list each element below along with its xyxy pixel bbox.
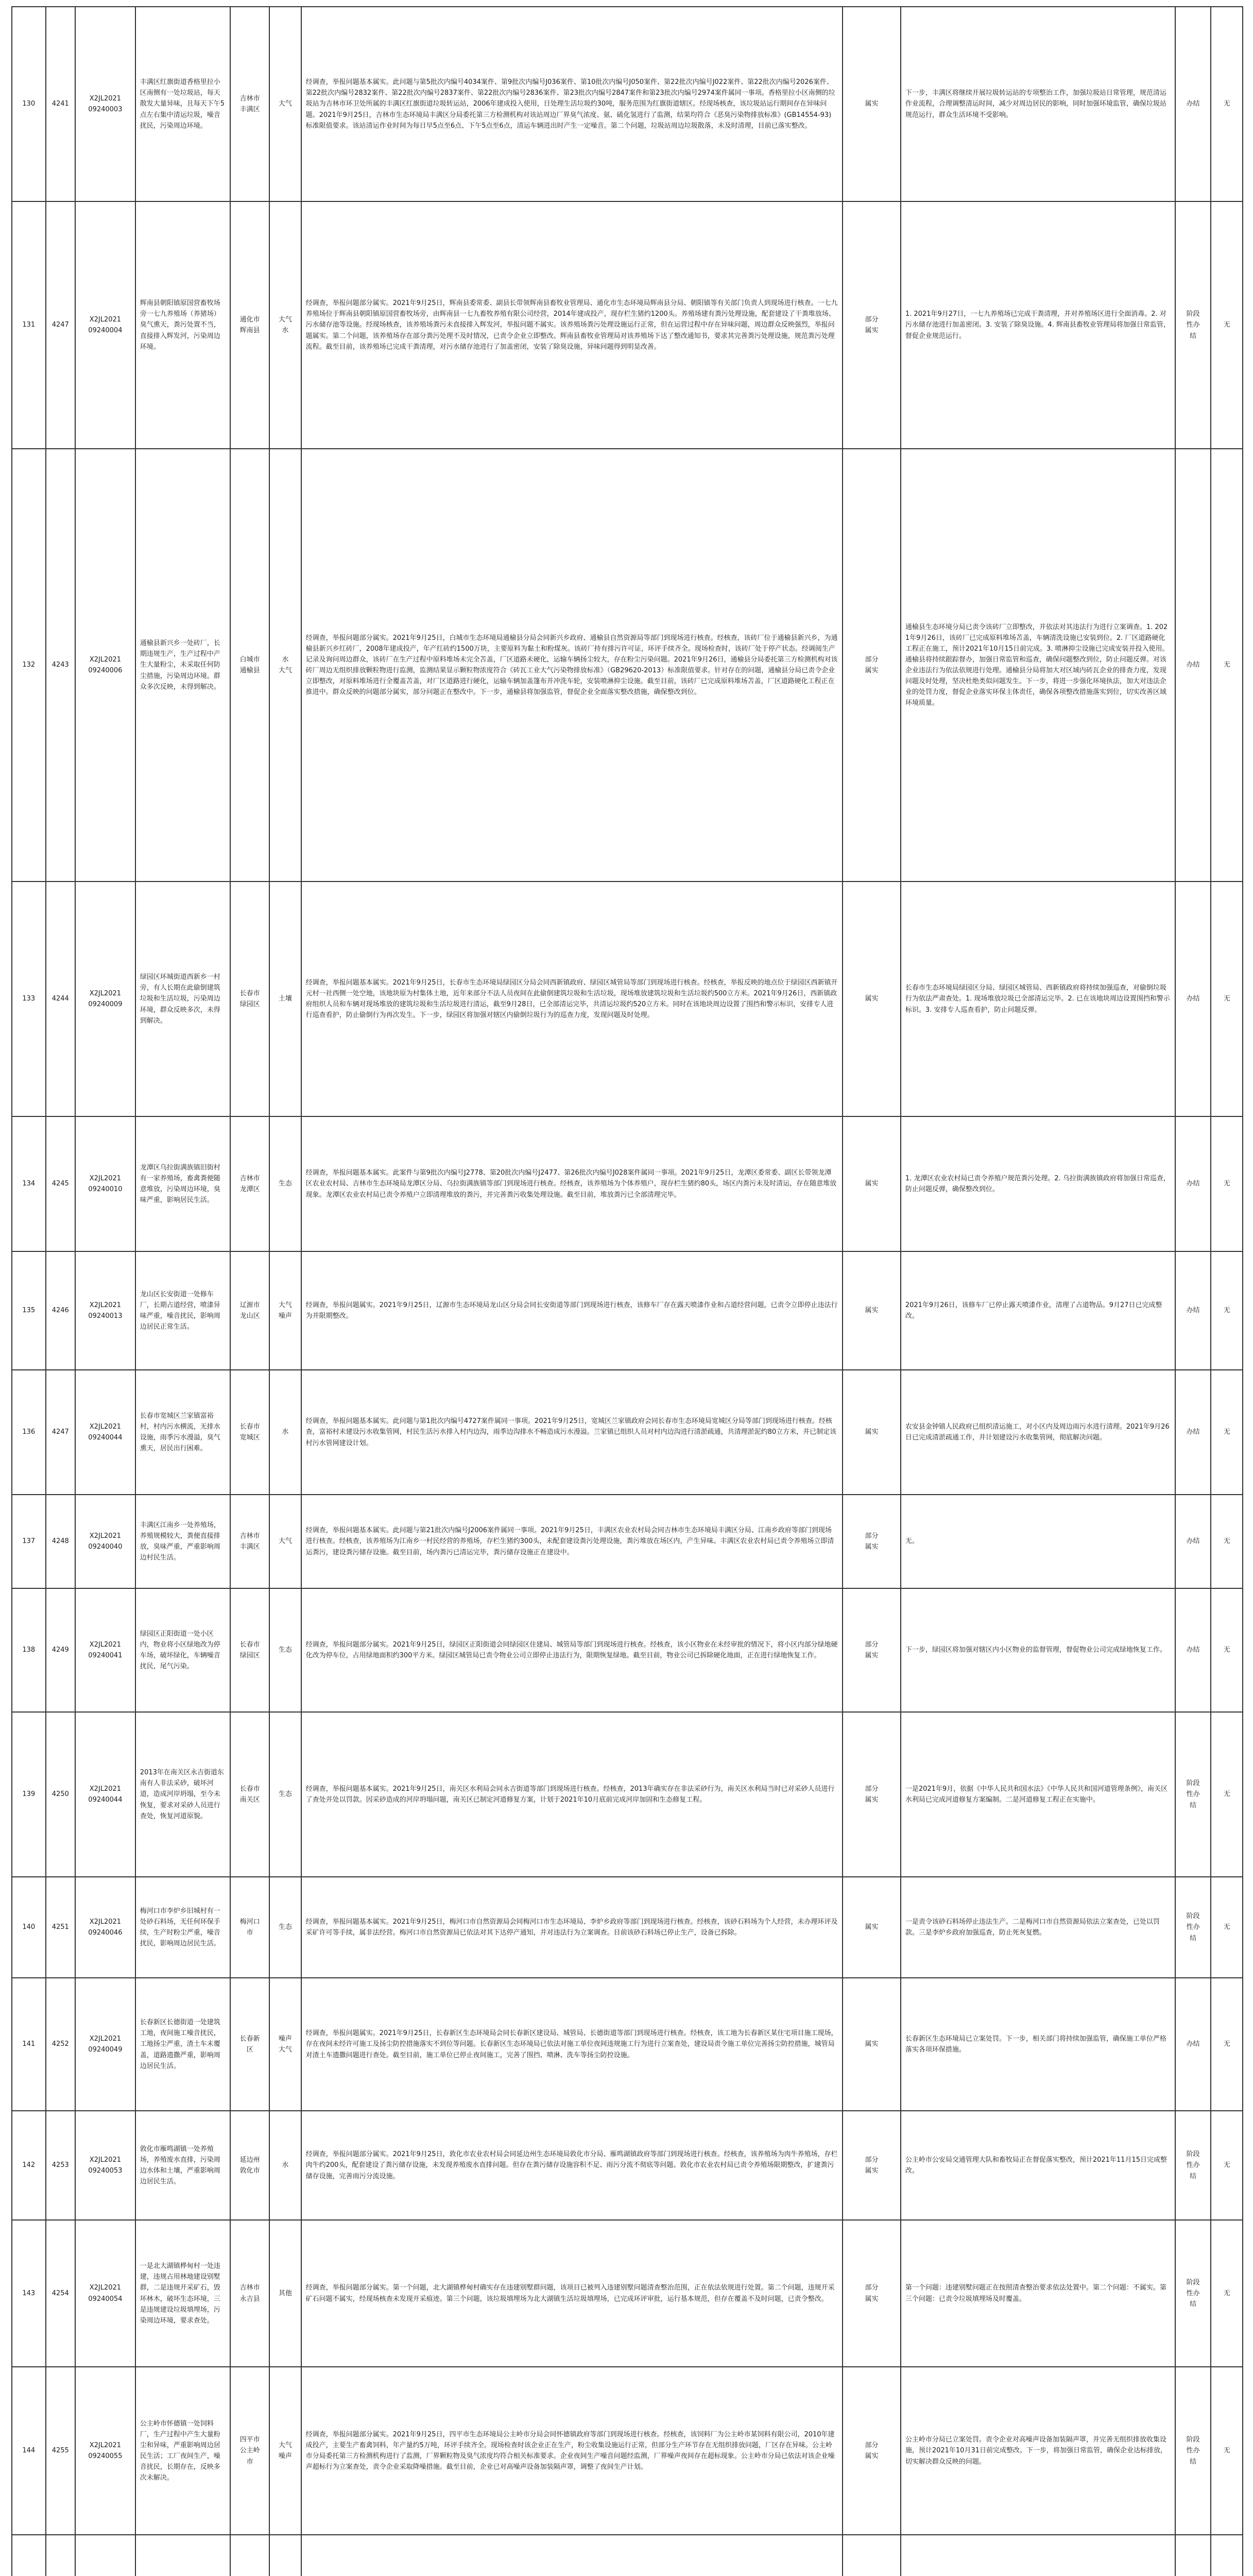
document-page bbox=[11, 6, 1243, 2576]
pollution-type: 水 bbox=[269, 1370, 301, 1495]
verification-result bbox=[843, 2535, 901, 2576]
verification-result: 部分 属实 bbox=[843, 2111, 901, 2220]
case-code: X2JL2021 09240041 bbox=[75, 1588, 135, 1712]
action-text: 农安县金钟镇人民政府已组织清运施工，对小区内及周边雨污水进行清理。2021年9月26日已完成清淤疏通工作，并计划建设污水收集管网，彻底解决问题。 bbox=[901, 1370, 1175, 1495]
verification-result: 部分 属实 bbox=[843, 1712, 901, 1877]
case-code: X2JL2021 09240053 bbox=[75, 2111, 135, 2220]
pollution-type: 水 大气 bbox=[269, 449, 301, 882]
action-text bbox=[901, 2535, 1175, 2576]
table-row bbox=[12, 2220, 1243, 2367]
district: 长春新 区 bbox=[230, 1978, 269, 2111]
action-text: 下一步，丰满区将继续开展垃圾转运站的专项整治工作，加强垃圾站日常管理，规范清运作业流程，合理调整清运时间，减少对周边居民的影响，同时加强环境监管，确保垃圾站规范运行，群众生活环境不受影响。 bbox=[901, 7, 1175, 201]
findings-text: 经调查，举报问题部分属实。2021年9月25日，白城市生态环境局通榆县分局会同新兴乡政府、通榆县自然资源局等部门到现场进行核查。经核查，该砖厂位于通榆县新兴乡，为通榆县新兴乡红砖厂，2008年建成投产，年产红砖约1500万块，主要原料为黏土和粉煤灰。该砖厂持有排污许可证，环评手续齐全。现场检查时，该砖厂处于停产状态。经调阅生产记录及询问周边群众，该砖厂在生产过程中原料堆场未完全苫盖，厂区道路未硬化，运输车辆扬尘较大，存在粉尘污染问题。2021年9月26日，通榆县分局委托第三方检测机构对该砖厂周边无组织排放颗粒物进行监测，监测结果显示颗粒物浓度符合《砖瓦工业大气污染物排放标准》（GB29620-2013）标准限值要求。针对存在的问题，通榆县分局已责令企业立即整改，对原料堆场进行全覆盖苫盖，对厂区道路进行硬化，运输车辆加盖篷布并冲洗车轮，安装喷淋抑尘设施。截至目前，该砖厂已完成原料堆场苫盖，厂区道路硬化工程正在推进中。群众反映的问题部分属实，部分问题正在整改中。下一步，通榆县将加强监管，督促企业全面落实整改措施，确保整改到位。 bbox=[301, 449, 843, 882]
district: 白城市 通榆县 bbox=[230, 449, 269, 882]
pollution-type: 大气 bbox=[269, 1495, 301, 1588]
row-index: 134 bbox=[12, 1116, 46, 1251]
verification-result: 部分 属实 bbox=[843, 1588, 901, 1712]
case-table bbox=[11, 6, 1243, 2576]
action-text: 无。 bbox=[901, 1495, 1175, 1588]
findings-text: 经调查，举报问题基本属实。此问题与第1批次内编号4727案件属同一事项。2021年9月25日，宽城区兰家镇政府会同长春市生态环境局宽城区分局等部门到现场进行核查。经核查，富裕村未建设污水收集管网，村民生活污水排入村内边沟，雨季边沟排水不畅造成污水漫溢。兰家镇已组织人员对村内边沟进行清淤疏通，共清理淤泥约80立方米，并已制定该村污水管网建设计划。 bbox=[301, 1370, 843, 1495]
complaint-text: 龙潭区乌拉街满族镇旧街村有一家养殖场，畜禽粪便随意堆放，污染周边环境，臭味严重，影响居民生活。 bbox=[135, 1116, 230, 1251]
district: 通化市 辉南县 bbox=[230, 201, 269, 449]
case-number: 4253 bbox=[46, 2111, 75, 2220]
pollution-type: 大气 水 bbox=[269, 201, 301, 449]
verification-result: 部分 属实 bbox=[843, 201, 901, 449]
case-number: 4244 bbox=[46, 882, 75, 1116]
pollution-type: 其他 bbox=[269, 2220, 301, 2367]
case-number: 4241 bbox=[46, 7, 75, 201]
verification-result: 属实 bbox=[843, 7, 901, 201]
table-row bbox=[12, 1588, 1243, 1712]
case-number: 4250 bbox=[46, 1712, 75, 1877]
complaint-text bbox=[135, 2535, 230, 2576]
case-status: 办结 bbox=[1175, 1978, 1211, 2111]
findings-text: 经调查，举报问题基本属实。此问题与第21批次内编号J2006案件属同一事项。2021年9月25日，丰满区农业农村局会同吉林市生态环境局丰满区分局、江南乡政府等部门到现场进行核查。经核查，该养殖场为江南乡一村民经营的养殖场，存栏生猪约300头，未配套建设粪污处理设施，粪污堆放在场区内，产生异味。丰满区农业农村局已责令养殖场立即清运粪污，建设粪污储存设施。截至目前，场内粪污已清运完毕，粪污储存设施正在建设中。 bbox=[301, 1495, 843, 1588]
action-text: 一是2021年9月，依据《中华人民共和国水法》《中华人民共和国河道管理条例》，南关区水利局已完成河道修复方案编制。二是河道修复工程正在实施中。 bbox=[901, 1712, 1175, 1877]
district: 吉林市 龙潭区 bbox=[230, 1116, 269, 1251]
district: 长春市 绿园区 bbox=[230, 882, 269, 1116]
findings-text: 经调查，举报问题基本属实。2021年9月25日，长春市生态环境局绿园区分局会同西新镇政府、绿园区城管局等部门到现场进行核查。经核查，举报反映的地点位于绿园区西新镇开元村一社西侧一处空地，该地块原为村集体土地，近年来部分不法人员夜间在此偷倒建筑垃圾和生活垃圾，现场堆放建筑垃圾和生活垃圾约500立方米。2021年9月26日，西新镇政府组织人员和车辆对现场堆放的建筑垃圾和生活垃圾进行清运，截至9月28日，已全部清运完毕，共清运垃圾约520立方米。同时在该地块周边设置了围挡和警示标识，安排专人进行巡查看护，防止偷倒行为再次发生。下一步，绿园区将加强对辖区内偷倒垃圾行为的巡查力度，发现问题及时处理。 bbox=[301, 882, 843, 1116]
row-index bbox=[12, 2535, 46, 2576]
pollution-type bbox=[269, 2535, 301, 2576]
district: 延边州 敦化市 bbox=[230, 2111, 269, 2220]
table-row bbox=[12, 882, 1243, 1116]
case-code: X2JL2021 09240004 bbox=[75, 201, 135, 449]
case-number: 4254 bbox=[46, 2220, 75, 2367]
complaint-text: 2013年在南关区永吉街道东南有人非法采砂，破坏河道，造成河岸坍塌，至今未恢复，要求对采砂人员进行查处，恢复河道原貌。 bbox=[135, 1712, 230, 1877]
findings-text: 经调查，举报问题部分属实。2021年9月25日，四平市生态环境局公主岭市分局会同怀德镇政府等部门到现场进行核查。经核查，该饲料厂为公主岭市某饲料有限公司，2010年建成投产，主要生产畜禽饲料，年产量约5万吨，环评手续齐全。现场检查时该企业正在生产，粉尘收集设施运行正常，但部分生产环节存在无组织排放问题，厂区存在异味。公主岭市分局委托第三方检测机构进行了监测，厂界颗粒物及臭气浓度均符合相关标准要求。企业夜间生产噪音问题经监测，厂界噪声夜间存在超标现象。公主岭市分局已依法对该企业噪声超标行为立案查处，责令企业采取降噪措施。截至目前，企业已对高噪声设备加装隔声罩，调整了夜间生产计划。 bbox=[301, 2367, 843, 2535]
verification-result: 部分 属实 bbox=[843, 2220, 901, 2367]
findings-text: 经调查，举报问题属实。2021年9月25日，长春新区生态环境局会同长春新区建设局、城管局、长德街道等部门到现场进行核查。经核查，该工地为长春新区某住宅项目施工现场，存在夜间未经许可施工及扬尘防控措施落实不到位等问题。长春新区生态环境局已依法对施工单位夜间违规施工行为进行立案查处，建设局责令施工单位完善扬尘防控措施，城管局对渣土车遗撒问题进行查处。截至目前，施工单位已停止夜间施工，完善了围挡、喷淋、洗车等扬尘防控设施。 bbox=[301, 1978, 843, 2111]
pollution-type: 生态 bbox=[269, 1712, 301, 1877]
case-code: X2JL2021 09240046 bbox=[75, 1877, 135, 1978]
findings-text bbox=[301, 2535, 843, 2576]
accountability: 无 bbox=[1211, 1251, 1243, 1370]
pollution-type: 噪声 大气 bbox=[269, 1978, 301, 2111]
case-number: 4247 bbox=[46, 201, 75, 449]
verification-result: 部分 属实 bbox=[843, 449, 901, 882]
pollution-type: 水 bbox=[269, 2111, 301, 2220]
complaint-text: 一是北大湖镇桦甸村一处违建，违规占用林地建设别墅群，二是违规开采矿石，毁坏林木，破坏生态环境，三是违规建设垃圾填埋场，污染周边环境，要求查处。 bbox=[135, 2220, 230, 2367]
pollution-type: 大气 噪声 bbox=[269, 1251, 301, 1370]
row-index: 139 bbox=[12, 1712, 46, 1877]
case-status: 办结 bbox=[1175, 1370, 1211, 1495]
case-status: 办结 bbox=[1175, 1251, 1211, 1370]
case-number: 4255 bbox=[46, 2367, 75, 2535]
district: 长春市 绿园区 bbox=[230, 1588, 269, 1712]
case-code: X2JL2021 09240013 bbox=[75, 1251, 135, 1370]
accountability: 无 bbox=[1211, 882, 1243, 1116]
case-status: 办结 bbox=[1175, 449, 1211, 882]
district: 吉林市 丰满区 bbox=[230, 1495, 269, 1588]
pollution-type: 大气 噪声 bbox=[269, 2367, 301, 2535]
table-row bbox=[12, 1712, 1243, 1877]
row-index: 141 bbox=[12, 1978, 46, 2111]
row-index: 143 bbox=[12, 2220, 46, 2367]
complaint-text: 梅河口市李炉乡旧城村有一处砂石料场，无任何环保手续，生产时粉尘严重，噪音扰民，影响周边居民生活。 bbox=[135, 1877, 230, 1978]
case-code: X2JL2021 09240055 bbox=[75, 2367, 135, 2535]
case-number: 4247 bbox=[46, 1370, 75, 1495]
table-row bbox=[12, 7, 1243, 201]
action-text: 一是责令该砂石料场停止违法生产。二是梅河口市自然资源局依法立案查处，已处以罚款。三是李炉乡政府加强巡查，防止死灰复燃。 bbox=[901, 1877, 1175, 1978]
row-index: 136 bbox=[12, 1370, 46, 1495]
findings-text: 经调查，举报问题部分属实。2021年9月25日，辉南县委常委、副县长带领辉南县畜牧业管理局、通化市生态环境局辉南县分局、朝阳镇等有关部门负责人到现场进行核查。一七九养殖场位于辉南县朝阳镇原国营畜牧场旁，由辉南县一七九畜牧养殖有限公司经营，2014年建成投产，现存栏生猪约1200头。养殖场建有粪污处理设施，配套建设了干粪堆放场、污水储存池等设施。经现场核查，该养殖场粪污未直接排入辉发河，举报问题不属实。该养殖场粪污处理设施运行正常，但在运营过程中存在异味问题，周边群众反映强烈，举报问题属实。第二个问题，该养殖场存在部分粪污处理不及时情况，已责令企业立即整改。辉南县畜牧业管理局对该养殖场下达了整改通知书，要求其完善粪污处理设施，规范粪污处理流程。截至目前，该养殖场已完成干粪清理，对污水储存池进行了加盖密闭，安装了除臭设施，异味问题得到明显改善。 bbox=[301, 201, 843, 449]
case-code: X2JL2021 09240040 bbox=[75, 1495, 135, 1588]
verification-result: 属实 bbox=[843, 1116, 901, 1251]
case-status: 阶段 性办 结 bbox=[1175, 2111, 1211, 2220]
findings-text: 经调查，举报问题基本属实。此问题与第5批次内编号4034案件、第9批次内编号J036案件、第10批次内编号J050案件、第22批次内编号J022案件、第22批次内编号2026案件、第22批次内编号2832案件、第22批次内编号2837案件、第22批次内编号2836案件、第23批次内编号2847案件和第23批次内编号2974案件属同一事项。香格里拉小区南侧的垃圾站为吉林市环卫处所属的丰满区红旗街道垃圾转运站，2006年建成投入使用，日处理生活垃圾约30吨，服务范围为红旗街道辖区。经现场核查，该垃圾站运行期间存在异味问题。2021年9月25日，吉林市生态环境局丰满区分局委托第三方检测机构对该站周边厂界臭气浓度、氨、硫化氢进行了监测，结果均符合《恶臭污染物排放标准》(GB14554-93)标准限值要求。该站清运作业时间为每日早5点至6点、下午5点至6点，清运车辆进出时产生一定噪音。第二个问题，垃圾站周边垃圾散落，未及时清理，目前已落实整改。 bbox=[301, 7, 843, 201]
case-number bbox=[46, 2535, 75, 2576]
verification-result: 部分 属实 bbox=[843, 1495, 901, 1588]
table-row bbox=[12, 1370, 1243, 1495]
pollution-type: 土壤 bbox=[269, 882, 301, 1116]
verification-result: 属实 bbox=[843, 1251, 901, 1370]
case-code bbox=[75, 2535, 135, 2576]
row-index: 142 bbox=[12, 2111, 46, 2220]
case-number: 4249 bbox=[46, 1588, 75, 1712]
complaint-text: 绿园区正阳街道一处小区内，物业将小区绿地改为停车场，破坏绿化，车辆噪音扰民，尾气污染。 bbox=[135, 1588, 230, 1712]
case-number: 4251 bbox=[46, 1877, 75, 1978]
action-text: 第一个问题：违建别墅问题正在按照清查整治要求依法处置中。第二个问题：不属实。第三个问题：已责令垃圾填埋场及时覆盖。 bbox=[901, 2220, 1175, 2367]
verification-result: 属实 bbox=[843, 1978, 901, 2111]
accountability: 无 bbox=[1211, 1495, 1243, 1588]
case-status: 阶段 性办 结 bbox=[1175, 2220, 1211, 2367]
case-code: X2JL2021 09240054 bbox=[75, 2220, 135, 2367]
complaint-text: 辉南县朝阳镇原国营畜牧场旁一七九养殖场（养猪场）臭气熏天，粪污处置不当，直接排入辉发河，污染周边环境。 bbox=[135, 201, 230, 449]
district: 长春市 宽城区 bbox=[230, 1370, 269, 1495]
case-code: X2JL2021 09240049 bbox=[75, 1978, 135, 2111]
case-number: 4246 bbox=[46, 1251, 75, 1370]
case-status: 办结 bbox=[1175, 1116, 1211, 1251]
row-index: 140 bbox=[12, 1877, 46, 1978]
action-text: 公主岭市分局已立案处罚。责令企业对高噪声设备加装隔声罩，并完善无组织排放收集设施，预计2021年10月31日前完成整改。下一步，将加强日常监管，确保企业达标排放，切实解决群众反映的问题。 bbox=[901, 2367, 1175, 2535]
case-code: X2JL2021 09240044 bbox=[75, 1712, 135, 1877]
findings-text: 经调查，举报问题基本属实。2021年9月25日，南关区水利局会同永吉街道等部门到现场进行核查。经核查，2013年确实存在非法采砂行为，南关区水利局当时已对采砂人员进行了查处并处以罚款。因采砂造成的河岸坍塌问题，南关区已制定河道修复方案，计划于2021年10月底前完成河岸加固和生态修复工程。 bbox=[301, 1712, 843, 1877]
action-text: 1. 龙潭区农业农村局已责令养殖户规范粪污处理。2. 乌拉街满族镇政府将加强日常巡查，防止问题反弹，确保整改到位。 bbox=[901, 1116, 1175, 1251]
case-code: X2JL2021 09240009 bbox=[75, 882, 135, 1116]
verification-result: 属实 bbox=[843, 1877, 901, 1978]
findings-text: 经调查，举报问题部分属实。第一个问题，北大湖镇桦甸村确实存在违建别墅群问题，该项目已被列入违建别墅问题清查整治范围，正在依法依规进行处置。第二个问题，违规开采矿石问题不属实，经现场核查未发现开采痕迹。第三个问题，该垃圾填埋场为北大湖镇生活垃圾填埋场，已完成环评审批，运行基本规范，但存在覆盖不及时问题，已责令整改。 bbox=[301, 2220, 843, 2367]
district: 辽源市 龙山区 bbox=[230, 1251, 269, 1370]
case-number: 4243 bbox=[46, 449, 75, 882]
case-number: 4252 bbox=[46, 1978, 75, 2111]
case-code: X2JL2021 09240010 bbox=[75, 1116, 135, 1251]
action-text: 长春市生态环境局绿园区分局、绿园区城管局、西新镇政府将持续加强巡查，对偷倒垃圾行为依法严肃查处。1. 现场堆放垃圾已全部清运完毕。2. 已在该地块周边设置围挡和警示标识。3. 安排专人巡查看护，防止问题反弹。 bbox=[901, 882, 1175, 1116]
case-status: 办结 bbox=[1175, 1495, 1211, 1588]
accountability bbox=[1211, 2535, 1243, 2576]
table-row bbox=[12, 2535, 1243, 2576]
district: 四平市 公主岭 市 bbox=[230, 2367, 269, 2535]
table-row bbox=[12, 1116, 1243, 1251]
case-status: 阶段 性办 结 bbox=[1175, 201, 1211, 449]
findings-text: 经调查，举报问题属实。2021年9月25日，辽源市生态环境局龙山区分局会同长安街道等部门到现场进行核查，该修车厂存在露天喷漆作业和占道经营问题，已责令立即停止违法行为并限期整改。 bbox=[301, 1251, 843, 1370]
pollution-type: 生态 bbox=[269, 1116, 301, 1251]
case-status: 阶段 性办 结 bbox=[1175, 2367, 1211, 2535]
table-row bbox=[12, 1251, 1243, 1370]
district: 吉林市 永吉县 bbox=[230, 2220, 269, 2367]
district: 吉林市 丰满区 bbox=[230, 7, 269, 201]
findings-text: 经调查，举报问题基本属实。2021年9月25日，梅河口市自然资源局会同梅河口市生态环境局、李炉乡政府等部门到现场进行核查。经核查，该砂石料场为个人经营，未办理环评及采矿许可等手续，属非法经营。梅河口市自然资源局已依法对其下达停产通知，并对违法行为立案调查。目前该砂石料场已停止生产，设备已拆除。 bbox=[301, 1877, 843, 1978]
accountability: 无 bbox=[1211, 1116, 1243, 1251]
district: 梅河口 市 bbox=[230, 1877, 269, 1978]
row-index: 133 bbox=[12, 882, 46, 1116]
complaint-text: 绿园区环城街道西新乡一村旁，有人长期在此偷倒建筑垃圾和生活垃圾，污染周边环境，群众反映多次，未得到解决。 bbox=[135, 882, 230, 1116]
accountability: 无 bbox=[1211, 449, 1243, 882]
case-code: X2JL2021 09240006 bbox=[75, 449, 135, 882]
case-status: 阶段 性办 结 bbox=[1175, 1712, 1211, 1877]
district: 长春市 南关区 bbox=[230, 1712, 269, 1877]
findings-text: 经调查，举报问题部分属实。2021年9月25日，绿园区正阳街道会同绿园区住建局、城管局等部门到现场进行核查。经核查，该小区物业在未经审批的情况下，将小区内部分绿地硬化改为停车位，占用绿地面积约300平方米。绿园区城管局已责令物业公司立即停止违法行为，限期恢复绿地。截至目前，物业公司已拆除硬化地面，正在进行绿地恢复工作。 bbox=[301, 1588, 843, 1712]
table-row bbox=[12, 2367, 1243, 2535]
district bbox=[230, 2535, 269, 2576]
accountability: 无 bbox=[1211, 201, 1243, 449]
accountability: 无 bbox=[1211, 2220, 1243, 2367]
complaint-text: 龙山区长安街道一处修车厂，长期占道经营，喷漆异味严重，噪音扰民，影响周边居民正常生活。 bbox=[135, 1251, 230, 1370]
row-index: 138 bbox=[12, 1588, 46, 1712]
accountability: 无 bbox=[1211, 1370, 1243, 1495]
row-index: 132 bbox=[12, 449, 46, 882]
complaint-text: 通榆县新兴乡一处砖厂，长期违规生产，生产过程中产生大量粉尘，未采取任何防尘措施，污染周边环境。群众多次反映，未得到解决。 bbox=[135, 449, 230, 882]
case-status: 阶段 性办 结 bbox=[1175, 1877, 1211, 1978]
case-status: 办结 bbox=[1175, 7, 1211, 201]
complaint-text: 长春市宽城区兰家镇富裕村，村内污水横流，无排水设施，雨季污水漫溢，臭气熏天，居民出行困难。 bbox=[135, 1370, 230, 1495]
accountability: 无 bbox=[1211, 1588, 1243, 1712]
action-text: 公主岭市公安局交通管理大队和畜牧局正在督促落实整改，预计2021年11月15日完成整改。 bbox=[901, 2111, 1175, 2220]
accountability: 无 bbox=[1211, 2111, 1243, 2220]
row-index: 137 bbox=[12, 1495, 46, 1588]
verification-result: 部分 属实 bbox=[843, 2367, 901, 2535]
case-number: 4245 bbox=[46, 1116, 75, 1251]
pollution-type: 生态 bbox=[269, 1588, 301, 1712]
action-text: 2021年9月26日，该修车厂已停止露天喷漆作业，清理了占道物品。9月27日已完成整改。 bbox=[901, 1251, 1175, 1370]
accountability: 无 bbox=[1211, 1712, 1243, 1877]
verification-result: 属实 bbox=[843, 882, 901, 1116]
accountability: 无 bbox=[1211, 1978, 1243, 2111]
case-code: X2JL2021 09240044 bbox=[75, 1370, 135, 1495]
complaint-text: 公主岭市怀德镇一处饲料厂，生产过程中产生大量粉尘和异味，严重影响周边居民生活；工厂夜间生产，噪音扰民，长期存在，反映多次未解决。 bbox=[135, 2367, 230, 2535]
table-row bbox=[12, 1978, 1243, 2111]
pollution-type: 大气 bbox=[269, 7, 301, 201]
verification-result: 属实 bbox=[843, 1370, 901, 1495]
accountability: 无 bbox=[1211, 2367, 1243, 2535]
case-status: 办结 bbox=[1175, 882, 1211, 1116]
accountability: 无 bbox=[1211, 7, 1243, 201]
row-index: 144 bbox=[12, 2367, 46, 2535]
row-index: 130 bbox=[12, 7, 46, 201]
table-row bbox=[12, 1877, 1243, 1978]
findings-text: 经调查，举报问题部分属实。2021年9月25日，敦化市农业农村局会同延边州生态环境局敦化市分局、雁鸣湖镇政府等部门到现场进行核查。经核查，该养殖场为肉牛养殖场，存栏肉牛约200头，配套建设了粪污储存设施，未发现养殖废水直排问题。但存在粪污储存设施容积不足、雨污分流不彻底等问题。敦化市农业农村局已责令养殖场限期整改，扩建粪污储存设施，完善雨污分流设施。 bbox=[301, 2111, 843, 2220]
complaint-text: 丰满区红旗街道香格里拉小区南侧有一处垃圾站，每天散发大量异味，且每天下午5点左右集中清运垃圾，噪音扰民，污染周边环境。 bbox=[135, 7, 230, 201]
case-number: 4248 bbox=[46, 1495, 75, 1588]
table-row bbox=[12, 449, 1243, 882]
case-status: 办结 bbox=[1175, 1588, 1211, 1712]
pollution-type: 生态 bbox=[269, 1877, 301, 1978]
action-text: 下一步，绿园区将加强对辖区内小区物业的监督管理，督促物业公司完成绿地恢复工作。 bbox=[901, 1588, 1175, 1712]
case-status bbox=[1175, 2535, 1211, 2576]
row-index: 135 bbox=[12, 1251, 46, 1370]
findings-text: 经调查，举报问题基本属实。此案件与第9批次内编号J2778、第20批次内编号J2477、第26批次内编号J028案件属同一事项。2021年9月25日，龙潭区委常委、副区长带领龙潭区农业农村局、吉林市生态环境局龙潭区分局、乌拉街满族镇等部门到现场进行核查。经核查，该养殖场为个体养殖户，现存栏生猪约80头，场区内粪污未及时清运，存在随意堆放现象。龙潭区农业农村局已责令养殖户立即清理堆放的粪污，并完善粪污收集处理设施。截至目前，堆放粪污已全部清理完毕。 bbox=[301, 1116, 843, 1251]
action-text: 通榆县生态环境分局已责令该砖厂立即整改，并依法对其违法行为进行立案调查。1. 2021年9月26日，该砖厂已完成原料堆场苫盖，车辆清洗设施已安装到位。2. 厂区道路硬化工程正在施工，预计2021年10月15日前完成。3. 喷淋抑尘设施已完成安装并投入使用。通榆县将持续跟踪督办，加强日常监管和巡查，确保问题整改到位，防止问题反弹。对该企业违法行为依法依规进行处理。通榆县分局将加大对区域内砖瓦企业的排查力度，发现问题及时处理，坚决杜绝类似问题发生。下一步，将进一步强化环境执法，加大对违法企业的处罚力度，督促企业落实环保主体责任，确保各项整改措施落实到位，切实改善区域环境质量。 bbox=[901, 449, 1175, 882]
table-row bbox=[12, 2111, 1243, 2220]
row-index: 131 bbox=[12, 201, 46, 449]
action-text: 1. 2021年9月27日，一七九养殖场已完成干粪清理，并对养殖场区进行全面消毒。2. 对污水储存池进行加盖密闭。3. 安装了除臭设施。4. 辉南县畜牧业管理局将加强日常监管，督促企业规范运行。 bbox=[901, 201, 1175, 449]
case-code: X2JL2021 09240003 bbox=[75, 7, 135, 201]
table-row bbox=[12, 201, 1243, 449]
action-text: 长春新区生态环境局已立案处罚。下一步，相关部门将持续加强监管，确保施工单位严格落实各项环保措施。 bbox=[901, 1978, 1175, 2111]
table-row bbox=[12, 1495, 1243, 1588]
accountability: 无 bbox=[1211, 1877, 1243, 1978]
complaint-text: 敦化市雁鸣湖镇一处养殖场，养殖废水直排，污染周边水体和土壤，严重影响周边居民生活。 bbox=[135, 2111, 230, 2220]
complaint-text: 丰满区江南乡一处养殖场，养殖规模较大，粪便直接排放，臭味严重，严重影响周边村民生活。 bbox=[135, 1495, 230, 1588]
complaint-text: 长春新区长德街道一处建筑工地，夜间施工噪音扰民，工地扬尘严重，渣土车未覆盖，道路遗撒严重，影响周边居民生活。 bbox=[135, 1978, 230, 2111]
